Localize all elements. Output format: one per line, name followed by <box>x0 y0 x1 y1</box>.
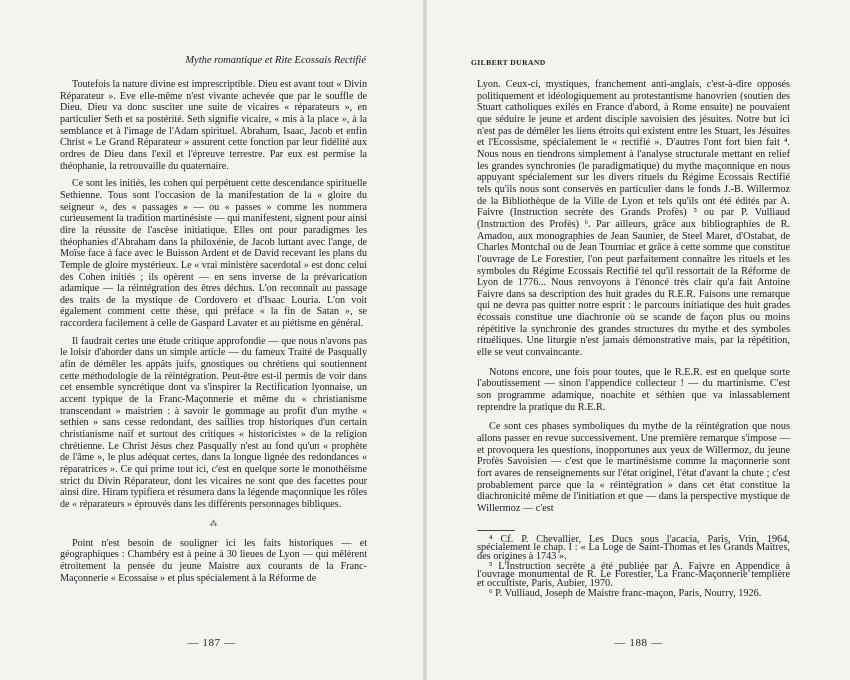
right-page-body <box>477 79 790 599</box>
left-paragraph-1: Toutefois la nature divine est imprescriptible. Dieu est avant tout « Divin Réparateur ». Eve elle-même n'est vivante achevée que par le souffle de Dieu. Dieu va donc susciter une suite de vicaires « réparateurs », en particulier Seth et sa postérité. Seth signifie vicaire, « mis à la place », à la semblance et à l'image de l'Adam spirituel. Abraham, Isaac, Jacob et enfin Christ « Le Grand Réparateur » assurent cette fonction par leur fidélité aux ordres de Dieu dans l'exil et l'épreuve terrestre. Par eux est permise la théophanie, la retrouvaille du quaternaire. <box>60 79 367 172</box>
left-paragraph-3: Il faudrait certes une étude critique approfondie — que nous n'avons pas le loisir d'aborder dans un simple article — du fameux Traité de Pasqually afin de démêler les appâts juifs, gnostiques ou chrétiens qui soutiennent cette méthodologie de la réintégration. Peut-être est-il permis de voir dans cet ensemble syncrétique dont va s'inspirer la Rectification lyonnaise, un accent typique de la Franc-Maçonnerie et même du « christianisme transcendant » maistrien : à savoir le gommage au profit d'un mythe « sethien » sans cesse redondant, des saillies trop historiques d'un certain christianisme naïf et surtout des critiques « historicistes » de la religion chrétienne. Le Christ Jésus chez Pasqually n'est au fond qu'un « prophète de l'âme », le plus adéquat certes, dans la longue lignée des redondances « réparatrices ». Ce qui prime tout ici, c'est en quelque sorte le monothéisme strict du Divin Réparateur, dont les vicaires ne sont que des facettes pour ainsi dire. Hiram typifiera et résumera dans la légende maçonnique les rôles de « réparateurs » éprouvés dans les différents personnages bibliques. <box>60 335 367 510</box>
footnote-6: ⁶ P. Vulliaud, Joseph de Maistre franc-maçon, Paris, Nourry, 1926. <box>489 587 762 599</box>
page-number-right: — 188 — <box>614 637 663 649</box>
footnote-rule <box>477 530 515 531</box>
footnote-4: ⁴ Cf. P. Chevallier, Les Ducs sous l'acacia, Paris, Vrin, 1964, spécialement le chap. I : « La Loge de Saint-Thomas et les Grands Maîtres, des origines à 1743 ». <box>477 533 790 563</box>
asterism-separator: ⁂ <box>209 518 218 528</box>
right-paragraph-1: Lyon. Ceux-ci, mystiques, franchement anti-anglais, c'est-à-dire opposés politiquement et idéologiquement au protestantisme hanovrien (soutien des Stuart catholiques exilés en France d'abord, à Rome ensuite) ne pouvaient que séduire le jeune et ardent disciple savoisien des jésuites. Notre but ici n'est pas de démêler les liens étroits qui existent entre les Stuart, les Jésuites et l'Ecossisme, spécialement le « rectifié ». D'autres l'ont fort bien fait ⁴. Nous nous en tiendrons simplement à l'analyse structurale mettant en relief les grandes synchronies (le paradigmatique) du mythe maçonnique en nous appuyant spécialement sur les divers rituels du Régime Ecossais Rectifié tels qu'ils nous sont conservés en particulier dans le fonds J.-B. Willermoz de la Bibliothèque de la Ville de Lyon et tels qu'ils ont été édités par A. Faivre (Instruction secrète des Grands Profès) ⁵ ou par P. Vulliaud (Instruction des Profès) ⁶. Par ailleurs, grâce aux bibliographies de R. Amadou, aux monographies de Jean Saunier, de Steel Maret, d'Ostabat, de Charles Montchal ou de Jean Tourniac et grâce à cette somme que constitue l'ouvrage de Le Forestier, l'on peut parfaitement connaître les rituels et les symboles du Régime Ecossais Rectifié tel qu'il ressortait de la Réforme de Lyon de 1776... Nous renvoyons à l'énoncé très clair qu'a fait Antoine Faivre dans sa description des huit grades du R.E.R. Faisons une remarque qui ne devra pas quitter notre esprit : le parcours initiatique des huit grades écossais constitue une diachronie où se scande de façon plus ou moins répétitive la synchronie des grandes structures du mythe et des symboles rituéliques. Une liturgie n'est jamais démonstrative mais, par la répétition, elle se veut convaincante. <box>477 79 790 359</box>
footnote-5: ⁵ L'Instruction secrète a été publiée par A. Faivre en Appendice à l'ouvrage monumental de R. Le Forestier, La Franc-Maçonnerie templière et occultiste, Paris, Aubier, 1970. <box>477 560 790 590</box>
left-page <box>0 0 423 680</box>
left-paragraph-4: Point n'est besoin de souligner ici les faits historiques — et géographiques : Chambéry est à peine à 30 lieues de Lyon — qui mêlèrent étroitement la pensée du jeune Maistre aux courants de la Franc-Maçonnerie « Ecossaise » et plus spécialement à la Réforme de <box>60 537 367 584</box>
right-paragraph-2: Notons encore, une fois pour toutes, que le R.E.R. est en quelque sorte l'aboutissement — sinon l'appendice collecteur ! — du martinisme. C'est son programme adamique, noachite et séthien que va inlassablement reprendre la pratique du R.E.R. <box>477 366 790 413</box>
right-paragraph-3: Ce sont ces phases symboliques du mythe de la réintégration que nous allons passer en revue successivement. Une première remarque s'impose — et provoquera les questions, inopportunes aux yeux de Willermoz, du jeune Profès Savoisien — c'est que le martinésisme comme la maçonnerie sont fort avares de renseignements sur l'état originel, l'état d'avant la chute ; c'est probablement parce que la « réintégration » dans cet état constitue la diachronicité même de l'initiation et que — dans la perspective mystique de Willermoz — c'est <box>477 421 790 514</box>
left-paragraph-2: Ce sont les initiés, les cohen qui perpétuent cette descendance spirituelle Sethienne. Tous sont l'occasion de la manifestation de la « gloire du seigneur », des « passages » — ou « passes » comme les nommera curieusement la tradition martinésiste — qui manifestent, signent pour ainsi dire la réussite de l'ascèse initiatique. Elles ont pour paradigmes les théophanies d'Abraham dans la philoxénie, de Jacob luttant avec l'ange, de Moïse face à face avec le Buisson Ardent et de David recevant les plans du Temple de gloire mystérieux. Le « vrai ministère sacerdotal » est donc celui des Cohen initiés ; ils opèrent — en sens inverse de la prévarication adamique — la réintégration des êtres déchus. L'on reconnaît au passage des traits de la mystique de Cordovero et d'Isaac Louria. L'on voit également comment cette thèse, qui préface « la fin de Satan », se raccordera facilement à celle de Gaspard Lavater et au piétisme en général. <box>60 178 367 330</box>
page-number-left: — 187 — <box>187 637 236 649</box>
right-page <box>427 0 850 680</box>
left-page-body <box>60 79 367 584</box>
running-head-left: Mythe romantique et Rite Ecossais Rectifié <box>185 55 366 66</box>
running-head-right: GILBERT DURAND <box>471 58 546 67</box>
